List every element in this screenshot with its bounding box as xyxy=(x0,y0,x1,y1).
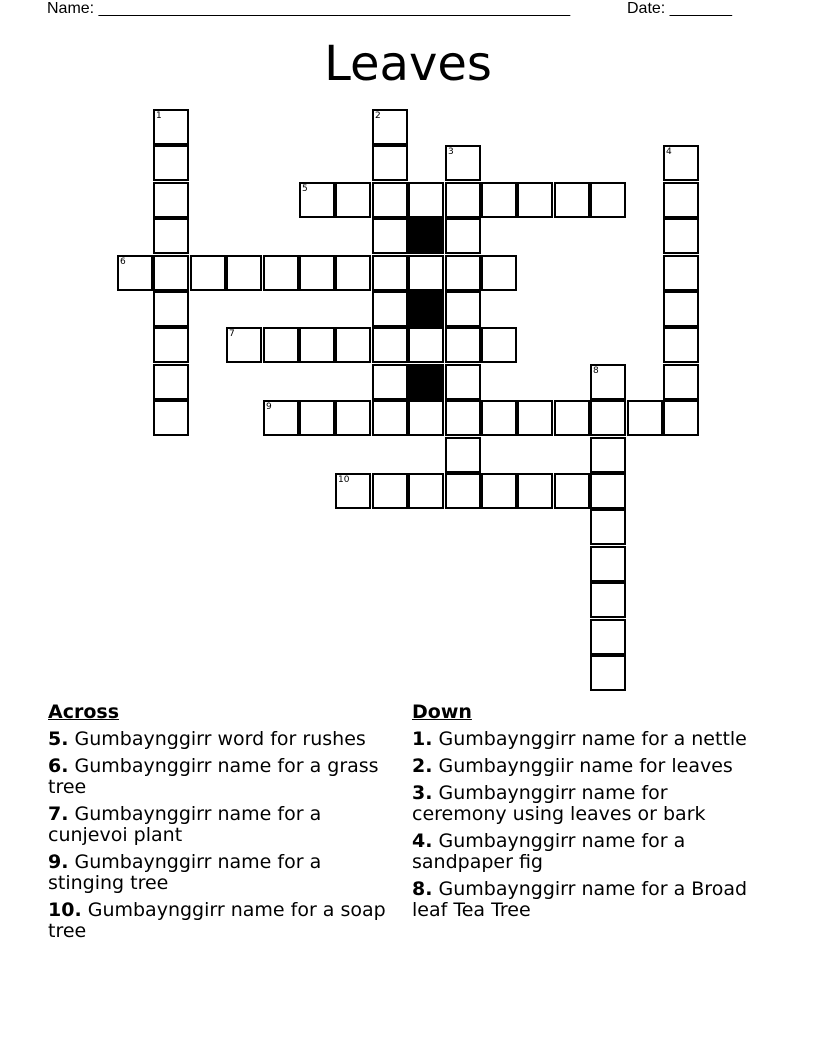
grid-cell[interactable] xyxy=(590,546,626,582)
down-clues xyxy=(412,702,757,927)
across-clue: 7. Gumbaynggirr name for a cunjevoi plant xyxy=(48,803,322,846)
grid-cell[interactable] xyxy=(554,473,590,509)
clue-number: 8 xyxy=(593,366,599,376)
grid-cell[interactable] xyxy=(445,145,481,181)
grid-cell[interactable] xyxy=(299,400,335,436)
grid-cell[interactable] xyxy=(372,218,408,254)
grid-cell[interactable] xyxy=(408,255,444,291)
grid-cell[interactable] xyxy=(263,400,299,436)
grid-cell[interactable] xyxy=(372,145,408,181)
clue-number: 10 xyxy=(338,475,350,485)
grid-cell[interactable] xyxy=(590,509,626,545)
grid-block xyxy=(408,364,444,400)
grid-cell[interactable] xyxy=(590,619,626,655)
down-clue: 1. Gumbaynggirr name for a nettle xyxy=(412,728,747,750)
grid-cell[interactable] xyxy=(372,327,408,363)
clue-number: 1 xyxy=(156,111,162,121)
grid-cell[interactable] xyxy=(663,291,699,327)
down-clue: 4. Gumbaynggirr name for a sandpaper fig xyxy=(412,830,686,873)
grid-cell[interactable] xyxy=(372,182,408,218)
grid-cell[interactable] xyxy=(663,182,699,218)
grid-cell[interactable] xyxy=(445,255,481,291)
across-clue: 6. Gumbaynggirr name for a grass tree xyxy=(48,755,379,798)
grid-cell[interactable] xyxy=(590,364,626,400)
clue-number: 6 xyxy=(120,257,126,267)
date-field-label: Date: _______ xyxy=(627,0,732,17)
grid-cell[interactable] xyxy=(590,400,626,436)
grid-cell[interactable] xyxy=(481,255,517,291)
clue-number: 3 xyxy=(448,147,454,157)
grid-cell[interactable] xyxy=(590,437,626,473)
grid-cell[interactable] xyxy=(445,400,481,436)
grid-block xyxy=(408,291,444,327)
grid-cell[interactable] xyxy=(481,327,517,363)
grid-cell[interactable] xyxy=(481,182,517,218)
grid-cell[interactable] xyxy=(153,145,189,181)
clue-number: 7 xyxy=(229,329,235,339)
grid-cell[interactable] xyxy=(117,255,153,291)
down-clue: 8. Gumbaynggirr name for a Broad leaf Tea Tree xyxy=(412,878,748,921)
grid-cell[interactable] xyxy=(445,437,481,473)
grid-cell[interactable] xyxy=(153,255,189,291)
grid-cell[interactable] xyxy=(153,109,189,145)
grid-cell[interactable] xyxy=(445,182,481,218)
grid-cell[interactable] xyxy=(226,255,262,291)
clue-number: 9 xyxy=(266,402,272,412)
grid-cell[interactable] xyxy=(590,582,626,618)
across-clue: 10. Gumbaynggirr name for a soap tree xyxy=(48,899,386,942)
grid-cell[interactable] xyxy=(481,400,517,436)
grid-cell[interactable] xyxy=(554,400,590,436)
grid-cell[interactable] xyxy=(153,218,189,254)
across-heading: Across xyxy=(48,701,120,723)
grid-cell[interactable] xyxy=(299,327,335,363)
name-field-label: Name: _____________________________________________________ xyxy=(47,0,571,17)
grid-cell[interactable] xyxy=(445,218,481,254)
grid-cell[interactable] xyxy=(445,327,481,363)
grid-cell[interactable] xyxy=(153,291,189,327)
grid-cell[interactable] xyxy=(263,327,299,363)
grid-cell[interactable] xyxy=(517,400,553,436)
grid-cell[interactable] xyxy=(335,182,371,218)
grid-cell[interactable] xyxy=(590,655,626,691)
grid-cell[interactable] xyxy=(372,473,408,509)
grid-cell[interactable] xyxy=(190,255,226,291)
grid-cell[interactable] xyxy=(408,473,444,509)
grid-cell[interactable] xyxy=(263,255,299,291)
grid-cell[interactable] xyxy=(663,364,699,400)
clue-number: 5 xyxy=(302,184,308,194)
grid-cell[interactable] xyxy=(663,255,699,291)
down-clue: 3. Gumbaynggirr name for ceremony using leaves or bark xyxy=(412,782,706,825)
grid-block xyxy=(408,218,444,254)
grid-cell[interactable] xyxy=(335,473,371,509)
clue-number: 2 xyxy=(375,111,381,121)
grid-cell[interactable] xyxy=(372,109,408,145)
grid-cell[interactable] xyxy=(554,182,590,218)
grid-cell[interactable] xyxy=(372,255,408,291)
grid-cell[interactable] xyxy=(335,400,371,436)
grid-cell[interactable] xyxy=(408,400,444,436)
grid-cell[interactable] xyxy=(663,218,699,254)
grid-cell[interactable] xyxy=(590,182,626,218)
grid-cell[interactable] xyxy=(663,400,699,436)
grid-cell[interactable] xyxy=(372,364,408,400)
grid-cell[interactable] xyxy=(408,327,444,363)
grid-cell[interactable] xyxy=(153,182,189,218)
down-heading: Down xyxy=(412,701,472,723)
grid-cell[interactable] xyxy=(335,327,371,363)
grid-cell[interactable] xyxy=(663,327,699,363)
page-title: Leaves xyxy=(324,36,492,92)
grid-cell[interactable] xyxy=(372,400,408,436)
grid-cell[interactable] xyxy=(663,145,699,181)
grid-cell[interactable] xyxy=(226,327,262,363)
grid-cell[interactable] xyxy=(408,182,444,218)
grid-cell[interactable] xyxy=(517,473,553,509)
grid-cell[interactable] xyxy=(335,255,371,291)
grid-cell[interactable] xyxy=(445,364,481,400)
grid-cell[interactable] xyxy=(153,364,189,400)
grid-cell[interactable] xyxy=(517,182,553,218)
grid-cell[interactable] xyxy=(299,182,335,218)
grid-cell[interactable] xyxy=(481,473,517,509)
grid-cell[interactable] xyxy=(590,473,626,509)
grid-cell[interactable] xyxy=(445,291,481,327)
down-clue: 2. Gumbaynggiir name for leaves xyxy=(412,755,733,777)
grid-cell[interactable] xyxy=(627,400,663,436)
grid-cell[interactable] xyxy=(153,400,189,436)
across-clues xyxy=(48,702,398,948)
clue-number: 4 xyxy=(666,147,672,157)
grid-cell[interactable] xyxy=(299,255,335,291)
grid-cell[interactable] xyxy=(372,291,408,327)
grid-cell[interactable] xyxy=(445,473,481,509)
grid-cell[interactable] xyxy=(153,327,189,363)
across-clue: 5. Gumbaynggirr word for rushes xyxy=(48,728,366,750)
across-clue: 9. Gumbaynggirr name for a stinging tree xyxy=(48,851,322,894)
